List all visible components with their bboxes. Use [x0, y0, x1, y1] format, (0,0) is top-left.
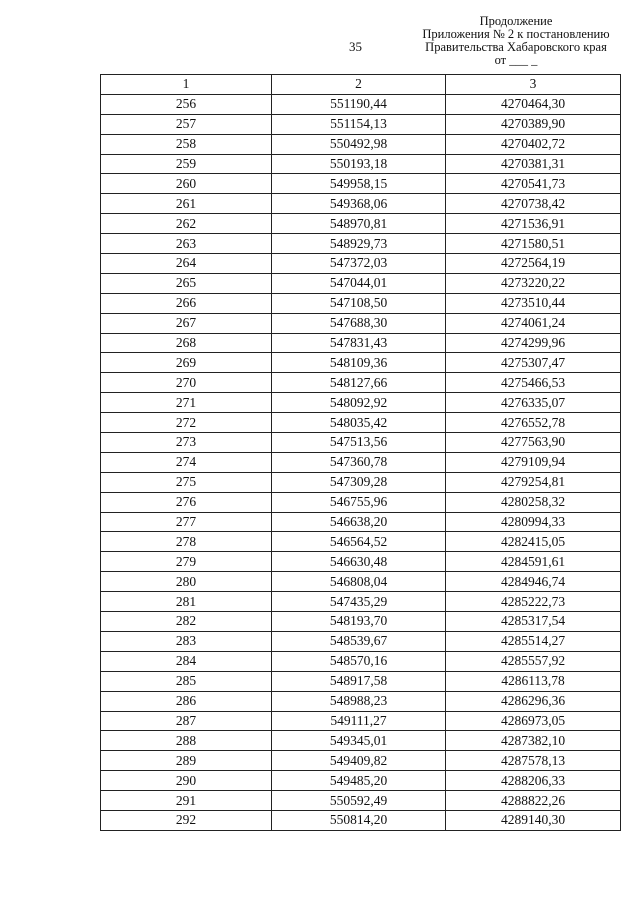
coordinate-x-cell: 548970,81: [272, 214, 446, 234]
coordinate-x-cell: 550592,49: [272, 791, 446, 811]
point-number-cell: 276: [101, 492, 272, 512]
coordinate-x-cell: 549409,82: [272, 751, 446, 771]
appendix-header: [416, 15, 616, 67]
coordinate-y-cell: 4270381,31: [446, 154, 621, 174]
point-number-cell: 288: [101, 731, 272, 751]
point-number-cell: 264: [101, 254, 272, 274]
coordinate-y-cell: 4271536,91: [446, 214, 621, 234]
table-row: [101, 572, 621, 592]
point-number-cell: 267: [101, 313, 272, 333]
point-number-cell: 281: [101, 592, 272, 612]
coordinate-y-cell: 4286296,36: [446, 691, 621, 711]
table-row: [101, 413, 621, 433]
table-row: [101, 492, 621, 512]
coordinate-y-cell: 4277563,90: [446, 433, 621, 453]
table-row: [101, 214, 621, 234]
coordinate-y-cell: 4272564,19: [446, 254, 621, 274]
table-row: [101, 234, 621, 254]
coordinate-x-cell: 550193,18: [272, 154, 446, 174]
coordinate-x-cell: 548035,42: [272, 413, 446, 433]
coordinate-x-cell: 547513,56: [272, 433, 446, 453]
coordinate-x-cell: 550492,98: [272, 134, 446, 154]
table-row: [101, 293, 621, 313]
coordinate-x-cell: 547108,50: [272, 293, 446, 313]
coordinate-x-cell: 547309,28: [272, 472, 446, 492]
point-number-cell: 278: [101, 532, 272, 552]
table-row: [101, 731, 621, 751]
point-number-cell: 257: [101, 114, 272, 134]
table-row: [101, 254, 621, 274]
coordinate-y-cell: 4286113,78: [446, 671, 621, 691]
point-number-cell: 270: [101, 373, 272, 393]
point-number-cell: 272: [101, 413, 272, 433]
coordinate-y-cell: 4287578,13: [446, 751, 621, 771]
column-header-3: 3: [446, 75, 621, 95]
coordinate-x-cell: 548988,23: [272, 691, 446, 711]
point-number-cell: 282: [101, 612, 272, 632]
coordinate-x-cell: 548570,16: [272, 651, 446, 671]
coordinate-y-cell: 4284946,74: [446, 572, 621, 592]
coordinate-y-cell: 4270402,72: [446, 134, 621, 154]
table-row: [101, 433, 621, 453]
point-number-cell: 290: [101, 771, 272, 791]
table-row: [101, 94, 621, 114]
point-number-cell: 268: [101, 333, 272, 353]
coordinate-x-cell: 549485,20: [272, 771, 446, 791]
table-row: [101, 154, 621, 174]
table-header-row: [101, 75, 621, 95]
coordinate-y-cell: 4287382,10: [446, 731, 621, 751]
coordinate-x-cell: 549368,06: [272, 194, 446, 214]
table-row: [101, 791, 621, 811]
table-row: [101, 691, 621, 711]
coordinate-y-cell: 4285317,54: [446, 612, 621, 632]
table-row: [101, 353, 621, 373]
point-number-cell: 274: [101, 452, 272, 472]
table-row: [101, 810, 621, 830]
table-row: [101, 452, 621, 472]
column-header-1: 1: [101, 75, 272, 95]
coordinate-y-cell: 4275307,47: [446, 353, 621, 373]
point-number-cell: 271: [101, 393, 272, 413]
coordinate-y-cell: 4271580,51: [446, 234, 621, 254]
coordinate-x-cell: 547688,30: [272, 313, 446, 333]
point-number-cell: 275: [101, 472, 272, 492]
coordinate-y-cell: 4270464,30: [446, 94, 621, 114]
coordinate-y-cell: 4289140,30: [446, 810, 621, 830]
point-number-cell: 263: [101, 234, 272, 254]
table-row: [101, 512, 621, 532]
table-row: [101, 393, 621, 413]
coordinate-y-cell: 4285222,73: [446, 592, 621, 612]
coordinate-x-cell: 546630,48: [272, 552, 446, 572]
point-number-cell: 261: [101, 194, 272, 214]
point-number-cell: 265: [101, 273, 272, 293]
point-number-cell: 262: [101, 214, 272, 234]
coordinate-x-cell: 547360,78: [272, 452, 446, 472]
coordinate-y-cell: 4280994,33: [446, 512, 621, 532]
point-number-cell: 289: [101, 751, 272, 771]
coordinate-x-cell: 548092,92: [272, 393, 446, 413]
coordinate-x-cell: 550814,20: [272, 810, 446, 830]
coordinate-x-cell: 551154,13: [272, 114, 446, 134]
coordinate-y-cell: 4285557,92: [446, 651, 621, 671]
header-line-government: Правительства Хабаровского края: [425, 40, 607, 54]
table-row: [101, 532, 621, 552]
point-number-cell: 266: [101, 293, 272, 313]
coordinate-x-cell: 548539,67: [272, 631, 446, 651]
table-row: [101, 134, 621, 154]
coordinate-y-cell: 4276552,78: [446, 413, 621, 433]
point-number-cell: 286: [101, 691, 272, 711]
point-number-cell: 258: [101, 134, 272, 154]
table-row: [101, 612, 621, 632]
table-row: [101, 592, 621, 612]
point-number-cell: 280: [101, 572, 272, 592]
point-number-cell: 287: [101, 711, 272, 731]
coordinate-x-cell: 551190,44: [272, 94, 446, 114]
coordinate-x-cell: 548109,36: [272, 353, 446, 373]
table-row: [101, 472, 621, 492]
point-number-cell: 285: [101, 671, 272, 691]
table-row: [101, 174, 621, 194]
coordinate-y-cell: 4279109,94: [446, 452, 621, 472]
table-row: [101, 194, 621, 214]
coordinate-y-cell: 4270389,90: [446, 114, 621, 134]
coordinate-x-cell: 549958,15: [272, 174, 446, 194]
table-row: [101, 711, 621, 731]
coordinate-x-cell: 547435,29: [272, 592, 446, 612]
coordinate-x-cell: 546564,52: [272, 532, 446, 552]
point-number-cell: 273: [101, 433, 272, 453]
header-line-date: от ___ _: [494, 53, 538, 67]
coordinate-x-cell: 547831,43: [272, 333, 446, 353]
coordinate-x-cell: 548127,66: [272, 373, 446, 393]
coordinate-y-cell: 4276335,07: [446, 393, 621, 413]
coordinate-y-cell: 4270541,73: [446, 174, 621, 194]
coordinate-y-cell: 4279254,81: [446, 472, 621, 492]
coordinate-y-cell: 4274061,24: [446, 313, 621, 333]
coordinate-y-cell: 4285514,27: [446, 631, 621, 651]
coordinate-x-cell: 549345,01: [272, 731, 446, 751]
coordinate-x-cell: 548929,73: [272, 234, 446, 254]
point-number-cell: 260: [101, 174, 272, 194]
coordinate-y-cell: 4273510,44: [446, 293, 621, 313]
point-number-cell: 283: [101, 631, 272, 651]
point-number-cell: 269: [101, 353, 272, 373]
point-number-cell: 277: [101, 512, 272, 532]
page-number: 35: [349, 39, 362, 54]
point-number-cell: 292: [101, 810, 272, 830]
coordinates-table: [100, 74, 621, 831]
coordinate-y-cell: 4282415,05: [446, 532, 621, 552]
table-row: [101, 313, 621, 333]
coordinate-x-cell: 548917,58: [272, 671, 446, 691]
coordinate-x-cell: 546755,96: [272, 492, 446, 512]
coordinate-x-cell: 547044,01: [272, 273, 446, 293]
table-row: [101, 373, 621, 393]
column-header-2: 2: [272, 75, 446, 95]
table-row: [101, 552, 621, 572]
coordinate-y-cell: 4284591,61: [446, 552, 621, 572]
table-row: [101, 651, 621, 671]
table-row: [101, 771, 621, 791]
table-body: [101, 94, 621, 830]
coordinate-y-cell: 4270738,42: [446, 194, 621, 214]
coordinate-y-cell: 4280258,32: [446, 492, 621, 512]
coordinate-x-cell: 549111,27: [272, 711, 446, 731]
table-row: [101, 631, 621, 651]
coordinate-x-cell: 547372,03: [272, 254, 446, 274]
coordinate-y-cell: 4273220,22: [446, 273, 621, 293]
coordinate-y-cell: 4288206,33: [446, 771, 621, 791]
point-number-cell: 291: [101, 791, 272, 811]
coordinate-x-cell: 548193,70: [272, 612, 446, 632]
point-number-cell: 284: [101, 651, 272, 671]
table-row: [101, 671, 621, 691]
header-line-continuation: Продолжение: [479, 14, 553, 28]
table-row: [101, 114, 621, 134]
coordinate-y-cell: 4274299,96: [446, 333, 621, 353]
coordinate-y-cell: 4275466,53: [446, 373, 621, 393]
coordinate-x-cell: 546638,20: [272, 512, 446, 532]
point-number-cell: 259: [101, 154, 272, 174]
table-row: [101, 751, 621, 771]
header-line-appendix: Приложения № 2 к постановлению: [422, 27, 610, 41]
point-number-cell: 256: [101, 94, 272, 114]
coordinate-y-cell: 4288822,26: [446, 791, 621, 811]
table-row: [101, 333, 621, 353]
table-row: [101, 273, 621, 293]
coordinate-x-cell: 546808,04: [272, 572, 446, 592]
coordinate-y-cell: 4286973,05: [446, 711, 621, 731]
point-number-cell: 279: [101, 552, 272, 572]
